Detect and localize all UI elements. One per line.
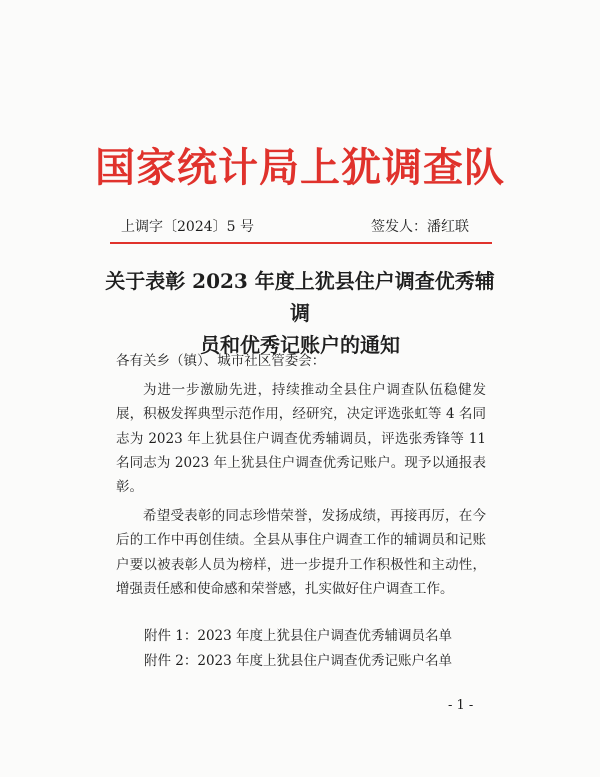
attachment-item-2: 附件 2：2023 年度上犹县住户调查优秀记账户名单 (144, 653, 453, 669)
body-paragraph-1: 为进一步激励先进，持续推动全县住户调查队伍稳健发展，积极发挥典型示范作用，经研究，决定评选张虹等 4 名同志为 2023 年上犹县住户调查优秀辅调员，评选张秀锋等 11 名同志为 2023 年上犹县住户调查优秀记账户。现予以通报表彰。 (116, 382, 486, 496)
notice-title-line-2: 员和优秀记账户的通知 (200, 333, 400, 357)
header-divider (110, 242, 492, 244)
notice-body (116, 349, 486, 601)
issuing-authority-header: 国家统计局上犹调查队 (95, 144, 505, 191)
salutation: 各有关乡（镇）、城市社区管委会： (116, 353, 326, 369)
document-number: 上调字〔2024〕5 号 (121, 219, 254, 235)
attachment-list (144, 624, 452, 674)
attachment-item-1: 附件 1：2023 年度上犹县住户调查优秀辅调员名单 (144, 628, 453, 644)
notice-title-line-1: 关于表彰 2023 年度上犹县住户调查优秀辅调 (105, 269, 495, 325)
page-number: - 1 - (448, 698, 474, 713)
notice-title (96, 265, 504, 361)
body-paragraph-2: 希望受表彰的同志珍惜荣誉，发扬成绩，再接再厉，在今后的工作中再创佳绩。全县从事住户调查工作的辅调员和记账户要以被表彰人员为榜样，进一步提升工作积极性和主动性，增强责任感和使命感和荣誉感，扎实做好住户调查工作。 (116, 508, 486, 597)
signer: 签发人：潘红联 (371, 219, 469, 235)
